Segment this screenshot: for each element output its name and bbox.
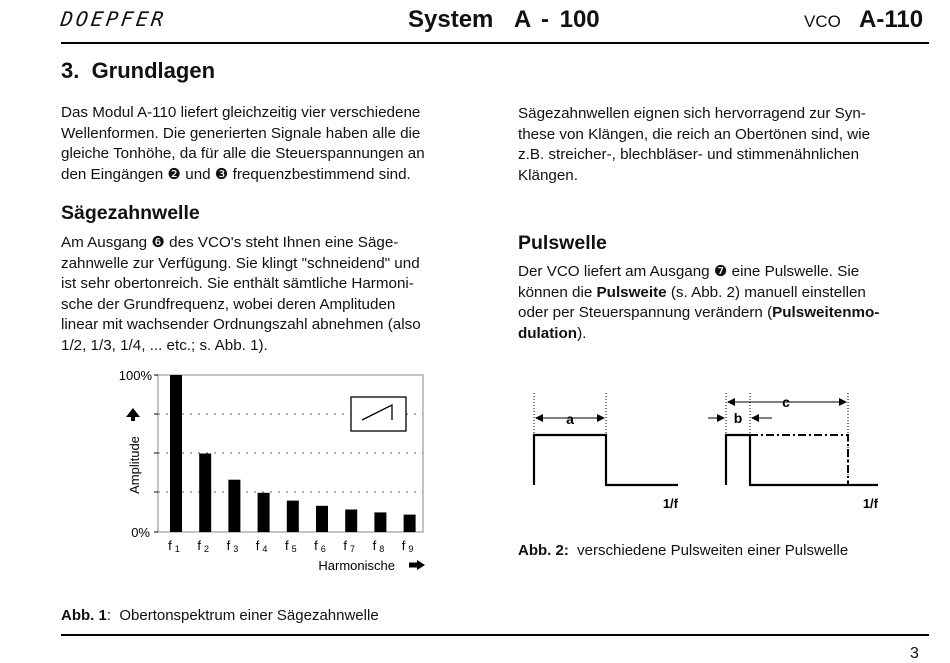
caption-label: Abb. 1 [61,607,107,624]
bar-f9 [404,515,416,532]
saw-line: zahnwelle zur Verfügung. Sie klingt "schneidend" und [61,254,420,272]
x-tick-labels [168,538,413,554]
caption-text: : Obertonspektrum einer Sägezahnwelle [106,607,379,624]
pulse-paragraph [518,262,929,344]
pulse-bold-term: dulation [518,324,578,342]
saw-line: Am Ausgang ❻ des VCO's steht Ihnen eine Säge- [61,234,399,251]
saw-line: sche der Grundfrequenz, wobei deren Amplituden [61,295,396,313]
saw-right-line: z.B. streicher-, blechbläser- und stimmenähnlichen [518,146,860,164]
module-number: A-110 [859,6,924,33]
saw-right-line: Sägezahnwellen eignen sich hervorragend zur Syn- [518,105,866,122]
saw-right-paragraph [518,104,929,186]
pulse-bold-term: Pulsweite [596,283,667,301]
pulse-bold-term: Pulsweitenmo- [772,304,880,322]
right-arrow-icon [417,560,425,570]
saw-right-line: these von Klängen, die reich an Obertönen sind, wie [518,125,871,143]
intro-line: Das Modul A-110 liefert gleichzeitig vier verschiedene [61,104,421,121]
doepfer-logo: DOEPFER [59,7,168,31]
pulse-wave-left [534,393,678,485]
pulse-line: Der VCO liefert am Ausgang ❼ eine Pulswelle. Sie [518,263,860,280]
page-number: 3 [910,645,919,662]
x-tick-label: f 3 [226,538,239,554]
width-label-c: c [782,394,790,410]
right-arrow-stem [409,563,418,568]
module-prefix: VCO [804,12,841,31]
bar-f6 [316,506,328,532]
y-ticks [154,375,158,532]
bar-f7 [345,510,357,533]
x-tick-label: f 6 [314,538,326,554]
saw-heading: Sägezahnwelle [61,202,200,224]
pulse-line [518,283,929,304]
up-arrow-icon [126,408,140,417]
x-tick-label: f 1 [168,538,180,554]
intro-paragraph [61,103,469,185]
header-rule [61,42,929,44]
footer-rule [61,634,929,636]
x-tick-label: f 2 [197,538,210,554]
caption-text: verschiedene Pulsweiten einer Pulswelle [568,542,849,559]
bar-f2 [199,454,211,533]
x-tick-label: f 8 [372,538,385,554]
pulse-text: können die [518,283,597,301]
pulse-width-diagram [528,390,888,520]
saw-line: ist sehr obertonreich. Sie enthält sämtliche Harmoni- [61,275,414,293]
x-tick-label: f 5 [284,538,297,554]
pulse-heading: Pulswelle [518,232,607,254]
sawtooth-wave-icon [351,397,406,431]
pulse-text: ). [577,324,587,342]
section-title: 3. Grundlagen [61,58,216,83]
pulse-wave-right [708,393,878,485]
ytick-label-0: 0% [131,525,150,540]
x-axis-label: Harmonische [318,558,395,573]
intro-line: gleiche Tonhöhe, da für alle die Steuerspannungen an [61,145,425,163]
period-label-left: 1/f [662,496,678,511]
x-tick-label: f 9 [401,538,414,554]
fig1-caption [61,607,379,624]
pulse-line [518,324,929,345]
up-arrow-stem [131,416,135,421]
y-axis-label: Amplitude [127,436,142,494]
system-title: System A - 100 [408,6,600,33]
saw-paragraph [61,233,469,357]
pulse-line [518,303,929,324]
intro-line: den Eingängen ❷ und ❸ frequenzbestimmend sind. [61,165,411,183]
pulse-text: oder per Steuerspannung verändern ( [518,304,773,322]
bar-f5 [287,501,299,532]
x-tick-label: f 4 [255,538,268,554]
width-label-b: b [733,410,743,426]
bar-f8 [374,512,386,532]
saw-line: 1/2, 1/3, 1/4, ... etc.; s. Abb. 1). [61,336,268,354]
bar-f4 [258,493,270,532]
pulse-text: (s. Abb. 2) manuell einstellen [666,283,866,301]
bar-f1 [170,375,182,532]
intro-line: Wellenformen. Die generierten Signale haben alle die [61,124,421,142]
ytick-label-100: 100% [118,368,152,383]
caption-label: Abb. 2: [518,542,569,559]
fig2-caption [518,542,848,559]
x-tick-label: f 7 [343,538,356,554]
harmonic-spectrum-chart [100,360,440,585]
bar-f3 [228,480,240,532]
period-label-right: 1/f [862,496,878,511]
saw-line: linear mit wachsender Ordnungszahl abnehmen (also [61,316,421,334]
saw-right-line: Klängen. [518,166,578,184]
width-label-a: a [566,411,574,427]
